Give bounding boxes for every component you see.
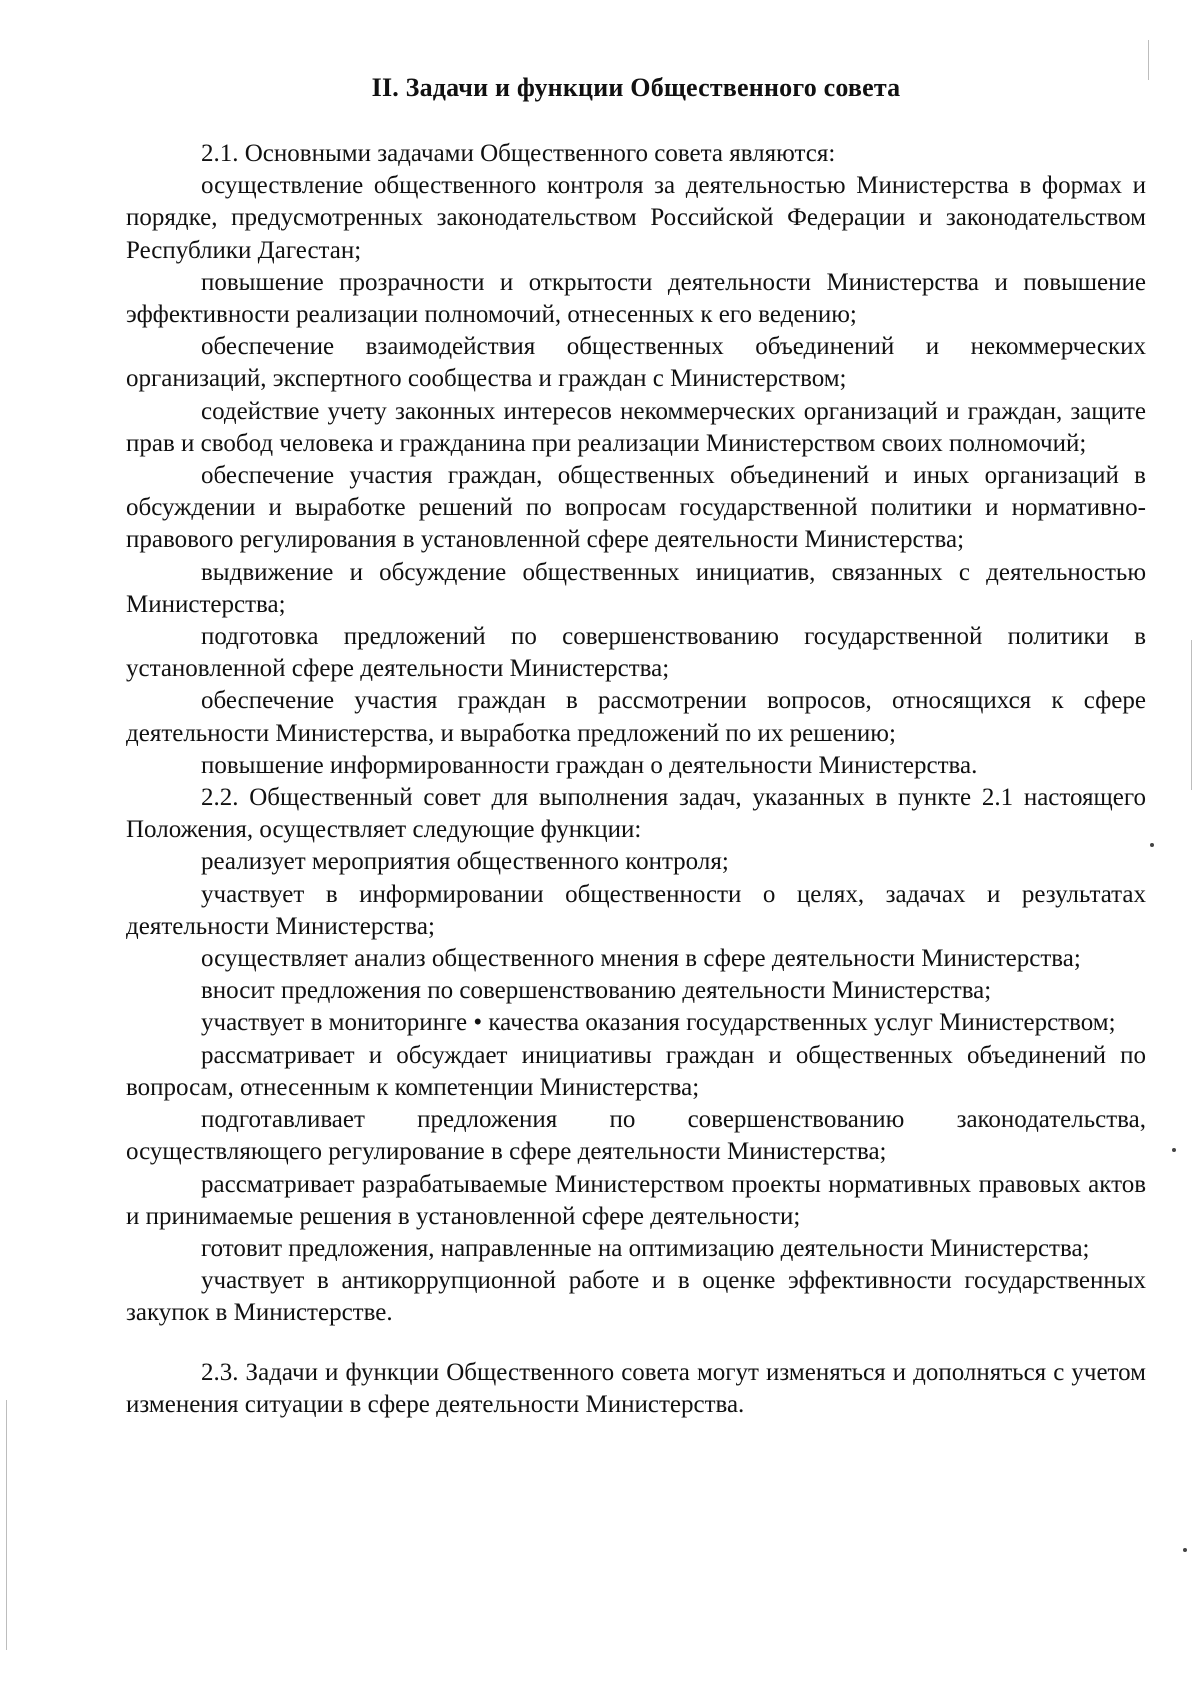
scan-speck bbox=[1172, 1148, 1176, 1152]
scan-edge-line bbox=[1191, 640, 1192, 790]
paragraph-function-anticorruption: участвует в антикоррупционной работе и в оценке эффективности государственных закупок в Министерстве. bbox=[126, 1267, 1146, 1327]
paragraph-function-monitoring: участвует в мониторинге • качества оказания государственных услуг Министерством; bbox=[201, 1009, 1116, 1037]
section-heading: II. Задачи и функции Общественного совета bbox=[371, 73, 901, 102]
paragraph-function-improvement: вносит предложения по совершенствованию деятельности Министерства; bbox=[201, 977, 992, 1005]
paragraph-task-citizen-review: обеспечение участия граждан в рассмотрении вопросов, относящихся к сфере деятельности Министерства, и выработка предложений по их решению; bbox=[126, 687, 1146, 747]
paragraph-function-optimization: готовит предложения, направленные на оптимизацию деятельности Министерства; bbox=[201, 1234, 1090, 1262]
paragraph-task-participation: обеспечение участия граждан, общественных объединений и иных организаций в обсуждении и выработке решений по вопросам государственной политики и нормативно-правового регулирования в установленной сфере деятельности Министерства; bbox=[126, 462, 1146, 554]
scan-speck bbox=[1183, 1548, 1187, 1552]
paragraph-task-interests: содействие учету законных интересов некоммерческих организаций и граждан, защите прав и свобод человека и гражданина при реализации Министерством своих полномочий; bbox=[126, 397, 1146, 457]
scan-edge-line bbox=[1148, 40, 1149, 80]
paragraph-task-transparency: повышение прозрачности и открытости деятельности Министерства и повышение эффективности реализации полномочий, отнесенных к его ведению; bbox=[126, 268, 1146, 329]
paragraph-task-initiatives: выдвижение и обсуждение общественных инициатив, связанных с деятельностью Министерства; bbox=[126, 558, 1146, 618]
document-body bbox=[126, 138, 1146, 1421]
scan-speck bbox=[1150, 843, 1154, 847]
paragraph-function-informing: участвует в информировании общественности о целях, задачах и результатах деятельности Министерства; bbox=[126, 880, 1146, 940]
paragraph-task-awareness: повышение информированности граждан о деятельности Министерства. bbox=[201, 751, 978, 779]
paragraph-function-control: реализует мероприятия общественного контроля; bbox=[201, 848, 729, 876]
paragraph-function-analysis: осуществляет анализ общественного мнения в сфере деятельности Министерства; bbox=[201, 945, 1081, 973]
paragraph-2-2-intro: 2.2. Общественный совет для выполнения задач, указанных в пункте 2.1 настоящего Положения, осуществляет следующие функции: bbox=[126, 784, 1146, 844]
paragraph-2-1-intro: 2.1. Основными задачами Общественного совета являются: bbox=[201, 140, 836, 167]
paragraph-task-public-control: осуществление общественного контроля за деятельностью Министерства в формах и порядке, предусмотренных законодательством Российской Федерации и законодательством Республики Дагестан; bbox=[126, 172, 1146, 264]
paragraph-task-interaction: обеспечение взаимодействия общественных объединений и некоммерческих организаций, экспертного сообщества и граждан с Министерством; bbox=[126, 333, 1146, 393]
scan-edge-line bbox=[6, 1400, 7, 1650]
paragraph-function-legislation: подготавливает предложения по совершенствованию законодательства, осуществляющего регулирование в сфере деятельности Министерства; bbox=[126, 1106, 1146, 1166]
paragraph-task-proposals: подготовка предложений по совершенствованию государственной политики в установленной сфере деятельности Министерства; bbox=[126, 623, 1146, 683]
paragraph-function-initiatives: рассматривает и обсуждает инициативы граждан и общественных объединений по вопросам, отнесенным к компетенции Министерства; bbox=[126, 1041, 1146, 1101]
paragraph-2-3: 2.3. Задачи и функции Общественного совета могут изменяться и дополняться с учетом изменения ситуации в сфере деятельности Министерства. bbox=[126, 1358, 1146, 1418]
paragraph-function-draft-acts: рассматривает разрабатываемые Министерством проекты нормативных правовых актов и принимаемые решения в установленной сфере деятельности; bbox=[126, 1170, 1146, 1230]
